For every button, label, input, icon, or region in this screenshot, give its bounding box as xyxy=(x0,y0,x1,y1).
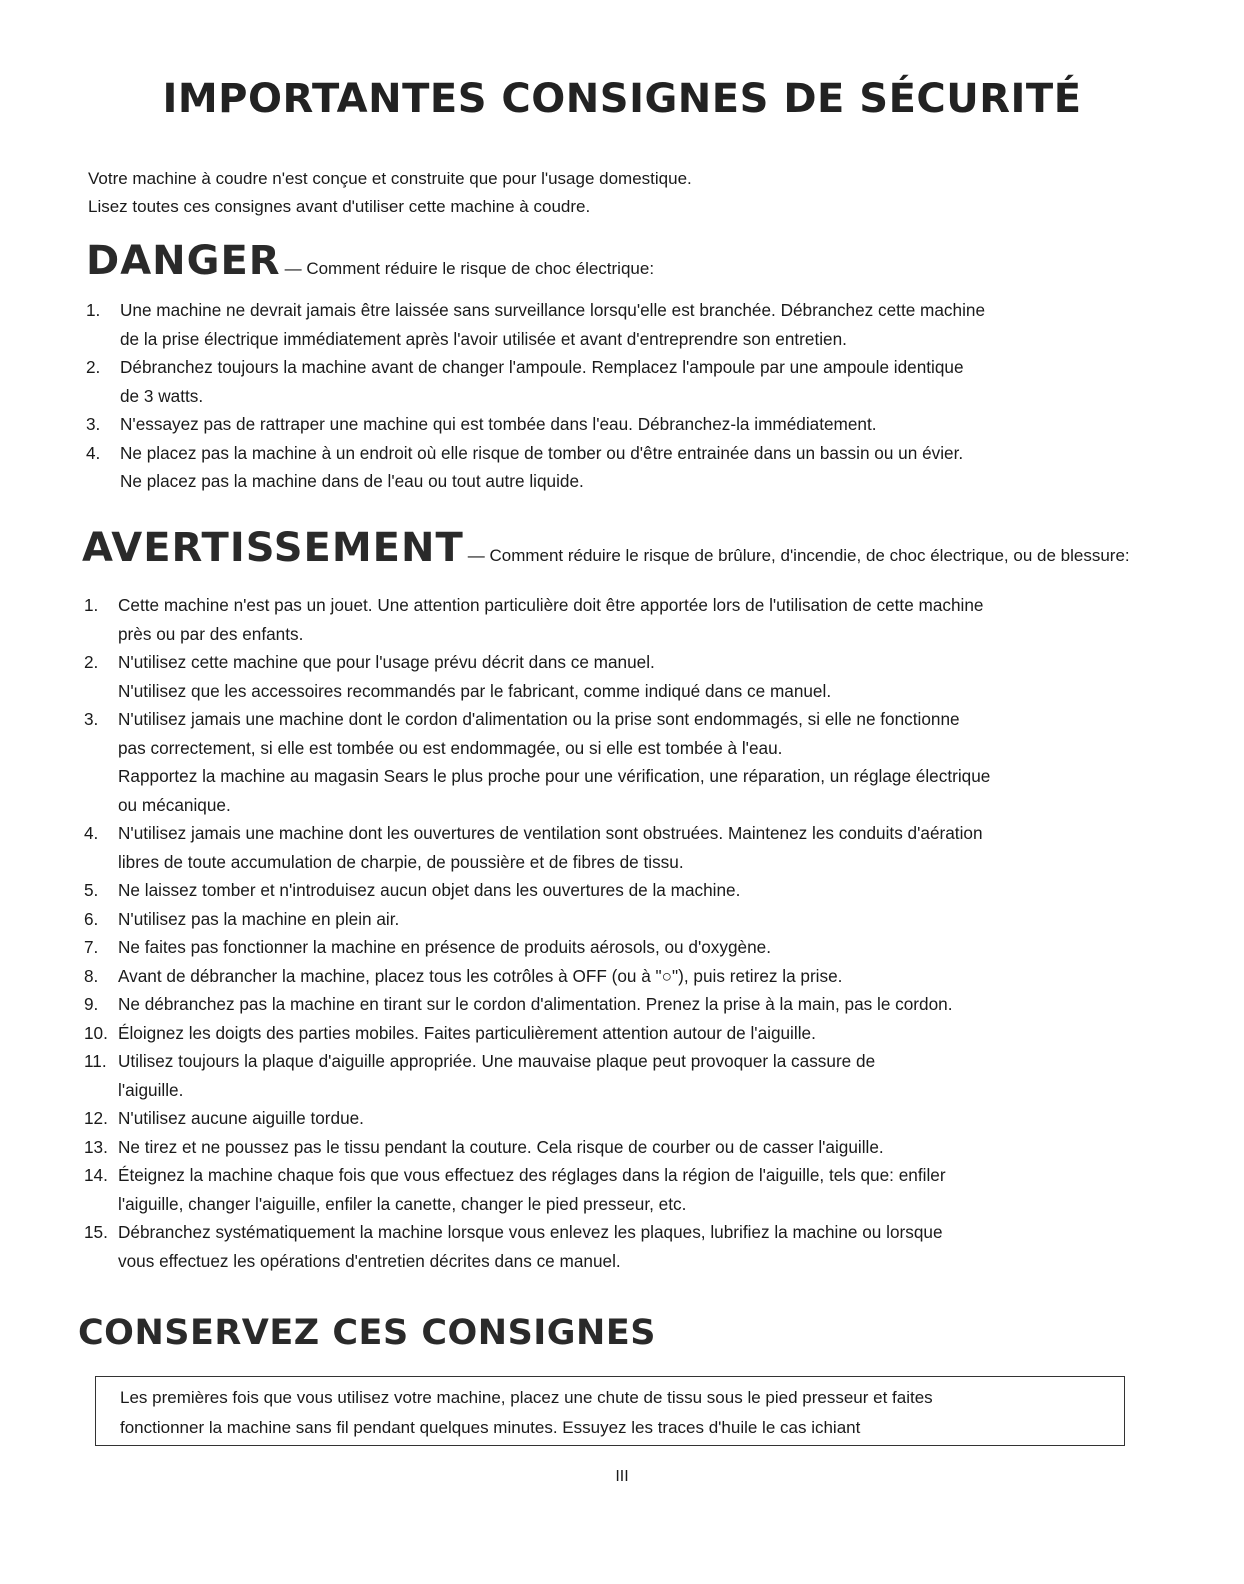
item-text-line: Ne faites pas fonctionner la machine en présence de produits aérosols, ou d'oxygène. xyxy=(118,937,771,957)
item-number: 6. xyxy=(84,908,99,929)
page-number: III xyxy=(615,1468,629,1485)
item-number: 11. xyxy=(84,1051,107,1071)
item-number: 14. xyxy=(84,1165,108,1185)
list-item xyxy=(84,705,1134,819)
danger-subheading: — Comment réduire le risque de choc électrique: xyxy=(284,259,655,278)
item-text-line: Éloignez les doigts des parties mobiles. Faites particulièrement attention autour de l'aiguille. xyxy=(118,1022,816,1043)
list-item xyxy=(84,648,1134,705)
item-text-line: Ne débranchez pas la machine en tirant sur le cordon d'alimentation. Prenez la prise à la main, pas le cordon. xyxy=(118,994,953,1014)
item-text-line: l'aiguille. xyxy=(118,1079,184,1100)
notice-box xyxy=(95,1376,1125,1446)
item-text-line: libres de toute accumulation de charpie, de poussière et de fibres de tissu. xyxy=(118,851,684,872)
list-item xyxy=(84,1218,1134,1275)
item-number: 4. xyxy=(86,442,101,463)
list-item xyxy=(84,591,1134,648)
item-text-line: ou mécanique. xyxy=(118,794,231,815)
list-item xyxy=(84,990,1134,1019)
item-text-line: Débranchez toujours la machine avant de changer l'ampoule. Remplacez l'ampoule par une ampoule identique xyxy=(120,357,964,377)
list-item xyxy=(84,1133,1134,1162)
intro-line: Votre machine à coudre n'est conçue et construite que pour l'usage domestique. xyxy=(88,169,692,188)
list-item xyxy=(84,819,1134,876)
item-number: 15. xyxy=(84,1222,108,1242)
item-text-line: Ne tirez et ne poussez pas le tissu pendant la couture. Cela risque de courber ou de casser l'aiguille. xyxy=(118,1136,884,1157)
item-number: 3. xyxy=(84,709,99,729)
danger-list xyxy=(86,296,1126,496)
item-number: 9. xyxy=(84,994,99,1014)
item-text-line: Débranchez systématiquement la machine lorsque vous enlevez les plaques, lubrifiez la machine ou lorsque xyxy=(118,1222,943,1242)
item-text-line: Cette machine n'est pas un jouet. Une attention particulière doit être apportée lors de l'utilisation de cette machine xyxy=(118,595,984,615)
item-text-line: N'utilisez jamais une machine dont le cordon d'alimentation ou la prise sont endommagés, si elle ne fonctionne xyxy=(118,709,960,729)
list-item xyxy=(84,876,1134,905)
item-text-line: N'utilisez que les accessoires recommandés par le fabricant, comme indiqué dans ce manuel. xyxy=(118,680,832,701)
item-text-line: N'utilisez jamais une machine dont les ouvertures de ventilation sont obstruées. Maintenez les conduits d'aération xyxy=(118,823,983,843)
item-text-line: Ne placez pas la machine dans de l'eau ou tout autre liquide. xyxy=(120,471,584,491)
notice-line: fonctionner la machine sans fil pendant quelques minutes. Essuyez les traces d'huile le cas ichiant xyxy=(120,1418,861,1437)
item-text-line: Ne laissez tomber et n'introduisez aucun objet dans les ouvertures de la machine. xyxy=(118,880,741,900)
item-text-line: l'aiguille, changer l'aiguille, enfiler la canette, changer le pied presseur, etc. xyxy=(118,1193,687,1214)
item-number: 7. xyxy=(84,937,99,957)
list-item xyxy=(86,439,1126,496)
avertissement-list xyxy=(84,591,1134,1275)
item-text-line: Ne placez pas la machine à un endroit où elle risque de tomber ou d'être entrainée dans un bassin ou un évier. xyxy=(120,442,964,463)
item-number: 5. xyxy=(84,880,99,900)
item-text-line: de 3 watts. xyxy=(120,385,204,406)
item-text-line: N'utilisez pas la machine en plein air. xyxy=(118,908,400,929)
page-title: IMPORTANTES CONSIGNES DE SÉCURITÉ xyxy=(162,76,1082,122)
item-number: 1. xyxy=(84,595,99,615)
item-number: 8. xyxy=(84,965,99,986)
conserve-heading: CONSERVEZ CES CONSIGNES xyxy=(78,1313,656,1353)
notice-line: Les premières fois que vous utilisez votre machine, placez une chute de tissu sous le pied presseur et faites xyxy=(120,1388,933,1407)
list-item xyxy=(84,1161,1134,1218)
intro-line: Lisez toutes ces consignes avant d'utiliser cette machine à coudre. xyxy=(88,197,591,216)
item-number: 3. xyxy=(86,414,101,434)
item-text-line: Une machine ne devrait jamais être laissée sans surveillance lorsqu'elle est branchée. Débranchez cette machine xyxy=(120,300,986,320)
item-text-line: de la prise électrique immédiatement après l'avoir utilisée et avant d'entreprendre son entretien. xyxy=(120,328,847,349)
avertissement-subheading: — Comment réduire le risque de brûlure, d'incendie, de choc électrique, ou de blessure: xyxy=(467,546,1130,565)
list-item xyxy=(84,1047,1134,1104)
list-item xyxy=(84,1019,1134,1048)
item-text-line: N'essayez pas de rattraper une machine qui est tombée dans l'eau. Débranchez-la immédiatement. xyxy=(120,414,877,434)
item-text-line: vous effectuez les opérations d'entretien décrites dans ce manuel. xyxy=(118,1250,621,1271)
item-text-line: N'utilisez cette machine que pour l'usage prévu décrit dans ce manuel. xyxy=(118,652,655,672)
list-item xyxy=(86,353,1126,410)
item-text-line: Rapportez la machine au magasin Sears le plus proche pour une vérification, une réparation, un réglage électrique xyxy=(118,766,991,786)
item-text-line: Avant de débrancher la machine, placez tous les cotrôles à OFF (ou à "○"), puis retirez la prise. xyxy=(118,965,843,986)
item-text-line: Éteignez la machine chaque fois que vous effectuez des réglages dans la région de l'aiguille, tels que: enfiler xyxy=(118,1165,946,1185)
avertissement-heading: AVERTISSEMENT xyxy=(82,525,464,571)
item-text-line: près ou par des enfants. xyxy=(118,623,304,644)
item-number: 13. xyxy=(84,1136,108,1157)
item-number: 1. xyxy=(86,300,101,320)
item-number: 2. xyxy=(84,652,99,672)
danger-heading-row xyxy=(86,238,654,284)
list-item xyxy=(86,296,1126,353)
avertissement-heading-row xyxy=(82,525,1158,571)
item-text-line: pas correctement, si elle est tombée ou est endommagée, ou si elle est tombée à l'eau. xyxy=(118,737,783,758)
item-number: 4. xyxy=(84,823,99,843)
list-item xyxy=(84,933,1134,962)
item-text-line: N'utilisez aucune aiguille tordue. xyxy=(118,1108,364,1128)
item-number: 12. xyxy=(84,1108,108,1128)
danger-heading: DANGER xyxy=(86,238,281,284)
list-item xyxy=(86,410,1126,439)
item-number: 2. xyxy=(86,357,101,377)
item-number: 10. xyxy=(84,1022,108,1043)
list-item xyxy=(84,962,1134,991)
list-item xyxy=(84,905,1134,934)
list-item xyxy=(84,1104,1134,1133)
intro-text xyxy=(88,165,692,221)
item-text-line: Utilisez toujours la plaque d'aiguille appropriée. Une mauvaise plaque peut provoquer la cassure de xyxy=(118,1051,876,1071)
